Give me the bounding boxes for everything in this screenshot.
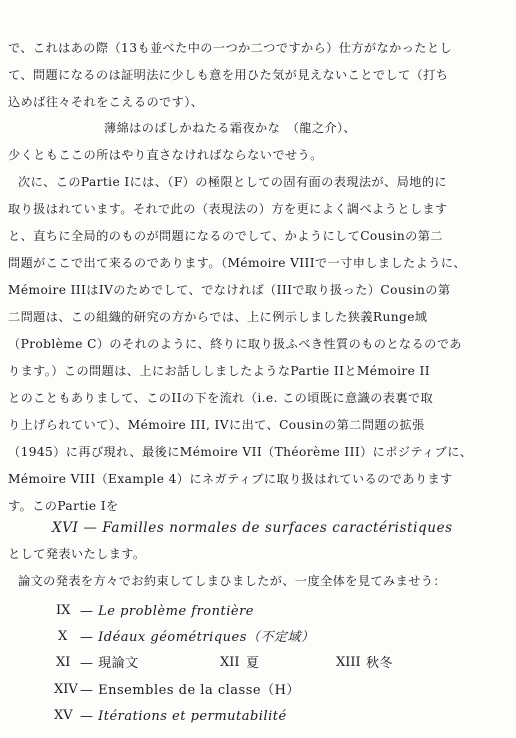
- list-item-title: — Le problème frontière: [80, 604, 254, 619]
- list-item-num: XIII: [336, 655, 361, 670]
- memoir-xvi-title: XVI — Familles normales de surfaces caractéristiques: [52, 520, 453, 536]
- text-line-20: として発表いたします。: [8, 547, 146, 561]
- text-line-8: と、直ちに全局的のものが問題になるのでして、かようにしてCousinの第二: [8, 229, 443, 243]
- list-item-num: XII: [220, 655, 240, 670]
- text-line-11: 二問題は、この組織的研究の方からでは、上に例示しました狭義Runge域: [8, 310, 428, 324]
- text-line-1: で、これはあの際（13も並べた中の一つか二つですから）仕方がなかったとし: [8, 41, 453, 55]
- text-line-18: す。このPartie Iを: [8, 499, 119, 513]
- haiku-line: 薄綿はのばしかねたる霜夜かな （龍之介）、: [104, 121, 357, 135]
- text-line-9: 問題がここで出て来るのであります。（Mémoire VIIIで一寸申しましたように、: [8, 256, 466, 270]
- text-line-6: 次に、このPartie Iには、（F）の極限としての固有面の表現法が、局地的に: [18, 175, 448, 189]
- text-line-17: Mémoire VIII（Example 4）にネガティブに取り扱はれているのであります: [8, 472, 453, 486]
- list-item-title: 夏: [246, 656, 260, 671]
- list-item-title: — 現論文: [80, 656, 139, 671]
- list-item-num: XIV: [54, 682, 78, 697]
- list-item-num: X: [58, 629, 68, 644]
- text-line-10: Mémoire IIIはIVのためでして、でなければ（IIIで取り扱った）Cousinの第: [8, 283, 451, 297]
- text-line-2: て、問題になるのは証明法に少しも意を用ひた気が見えないことでして（打ち: [8, 68, 449, 82]
- text-line-3: 込めば往々それをこえるのです）、: [8, 95, 204, 109]
- list-item-title: — Ensembles de la classe（H）: [80, 683, 300, 698]
- text-line-14: とのこともありまして、このIIの下を流れ（i.e. この頃既に意識の表裏で取: [8, 391, 434, 405]
- text-line-21: 論文の発表を方々でお約束してしまひましたが、一度全体を見てみませう：: [18, 574, 446, 588]
- list-item-num: IX: [56, 603, 71, 618]
- list-item-title: — Itérations et permutabilité: [80, 709, 287, 724]
- list-item-num: XI: [56, 655, 71, 670]
- text-line-12: （Problème C）のそれのように、終りに取り扱ふべき性質のものとなるのであ: [8, 337, 462, 351]
- list-item-title: — Idéaux géométriques（不定域）: [80, 630, 315, 645]
- text-line-15: り上げられていて）、Mémoire III, IVに出て、Cousinの第二問題の拡張: [8, 418, 425, 432]
- list-item-num: XV: [54, 708, 73, 723]
- text-line-5: 少くともここの所はやり直さなければならないでせう。: [8, 148, 323, 162]
- text-line-7: 取り扱はれています。それで此の（表現法の）方を更によく調べようとします: [8, 202, 448, 216]
- list-item-title: 秋冬: [366, 656, 394, 671]
- text-line-16: （1945）に再び現れ、最後にMémoire VII（Théorème III）にポジティブに、: [8, 445, 473, 459]
- text-line-13: ります。）この問題は、上にお話ししましたようなPartie IIとMémoire II: [8, 364, 430, 378]
